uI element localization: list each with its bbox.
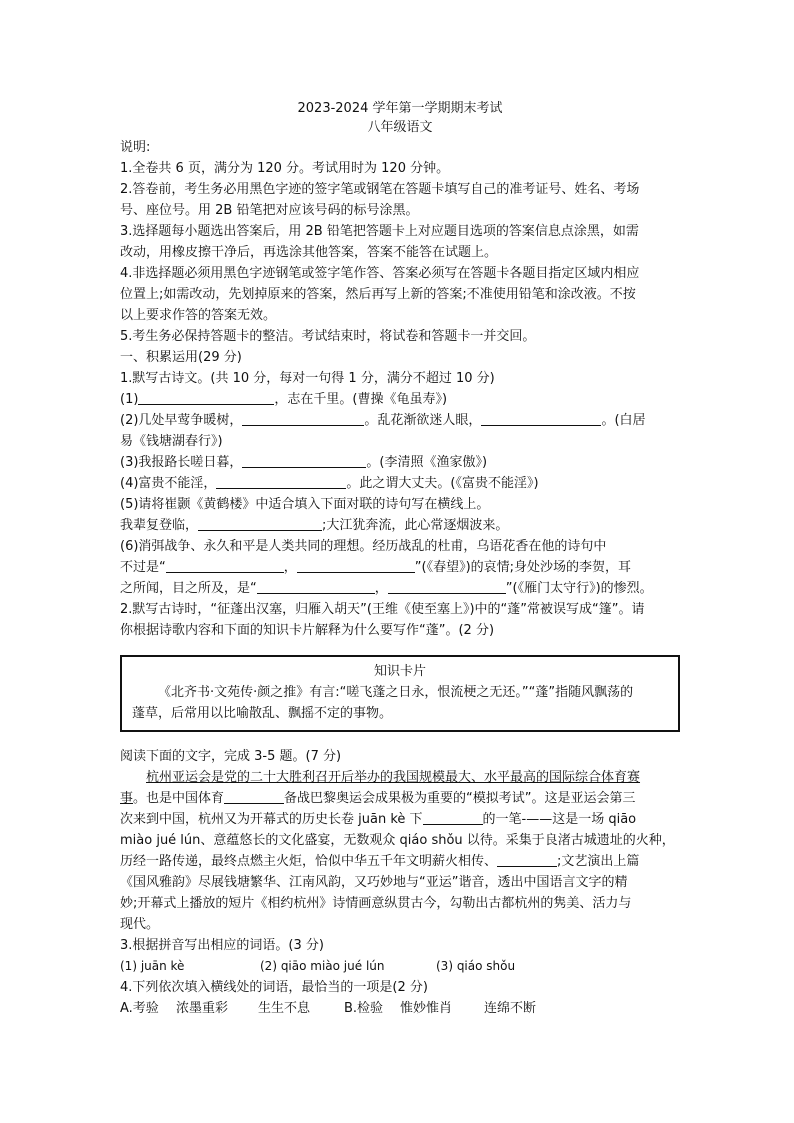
- instruction-line: 5.考生务必保持答题卡的整洁。考试结束时，将试卷和答题卡一并交回。: [120, 329, 536, 344]
- question-1-part-6-line-3: [120, 578, 680, 599]
- reading-text: 历经一路传递，最终点燃主火炬，恰似中华五千年文明薪火相传、: [120, 854, 498, 869]
- question-3-stem: 3.根据拼音写出相应的词语。(3 分): [120, 938, 324, 953]
- instruction-line: 2.答卷前，考生务必用黑色字迹的签字笔或钢笔在答题卡填写自己的准考证号、姓名、考场: [120, 182, 640, 197]
- q4-option-a-word: 生生不息: [258, 1001, 311, 1016]
- q1-3-suffix: 。(李清照《渔家傲》): [366, 455, 488, 470]
- question-2-line-1: 2.默写古诗时，“征蓬出汉塞，归雁入胡天”(王维《使至塞上》)中的“蓬”常被误写成“篷”。请: [120, 602, 645, 617]
- section-heading: 一、积累运用(29 分): [120, 350, 242, 365]
- instruction-line: 1.全卷共 6 页，满分为 120 分。考试用时为 120 分钟。: [120, 161, 450, 176]
- exam-title: 2023-2024 学年第一学期期末考试: [297, 101, 503, 116]
- reading-line: [120, 851, 680, 872]
- knowledge-card: [120, 655, 680, 732]
- q1-3-prefix: (3)我报路长嗟日暮，: [120, 455, 243, 470]
- instruction-line: 以上要求作答的答案无效。: [120, 308, 277, 323]
- reading-text: 的一笔-——这是一场 qiāo: [482, 812, 637, 827]
- question-2-line-2: 你根据诗歌内容和下面的知识卡片解释为什么要写作“蓬”。(2 分): [120, 623, 495, 638]
- question-4-options: [120, 998, 680, 1019]
- q1-6-comma: ，: [283, 560, 297, 575]
- answer-blank[interactable]: [224, 789, 284, 804]
- answer-blank[interactable]: [423, 810, 483, 825]
- answer-blank[interactable]: [388, 579, 506, 594]
- instruction-line: 4.非选择题必须用黑色字迹钢笔或签字笔作答、答案必须写在答题卡各题目指定区域内相应: [120, 266, 640, 281]
- reading-text: 次来到中国，杭州又为开幕式的历史长卷 juān kè 下: [120, 812, 423, 827]
- answer-blank[interactable]: [481, 411, 601, 426]
- reading-text: 备战巴黎奥运会成果极为重要的“模拟考试”。这是亚运会第三: [284, 791, 636, 806]
- answer-blank[interactable]: [138, 390, 274, 405]
- question-1-part-6: (6)消弭战争、永久和平是人类共同的理想。经历战乱的杜甫，乌语花香在他的诗句中: [120, 539, 607, 554]
- exam-content: [120, 99, 680, 1019]
- exam-subtitle: 八年级语文: [367, 120, 433, 135]
- instruction-line: 号、座位号。用 2B 铅笔把对应该号码的标号涂黑。: [120, 203, 419, 218]
- knowledge-card-line: 蓬草，后常用以比喻散乱、飘摇不定的事物。: [132, 706, 393, 721]
- reading-line: [120, 767, 680, 788]
- reading-text: ;文艺演出上篇: [557, 854, 640, 869]
- q1-5-suffix: ;大江犹奔流，此心常逐烟波来。: [322, 518, 509, 533]
- instruction-line: 改动，用橡皮擦干净后，再选涂其他答案，答案不能答在试题上。: [120, 245, 498, 260]
- q1-4-prefix: (4)富贵不能淫，: [120, 476, 217, 491]
- instructions-label: 说明:: [120, 140, 151, 155]
- instruction-line: 3.选择题每小题选出答案后，用 2B 铅笔把答题卡上对应题目选项的答案信息点涂黑，如需: [120, 224, 639, 239]
- answer-blank[interactable]: [242, 411, 364, 426]
- reading-line: [120, 809, 680, 830]
- knowledge-card-line: 《北齐书·文苑传·颜之推》有言:“嗟飞蓬之日永，恨流梗之无还。”“蓬”指随风飘荡的: [158, 685, 634, 700]
- question-1-part-5-couplet: [120, 515, 680, 536]
- question-1-part-1: [120, 389, 680, 410]
- q4-option-b-word: 惟妙惟肖: [400, 1001, 453, 1016]
- q3-option: (2) qiāo miào jué lún: [260, 959, 385, 973]
- reading-underlined: 杭州亚运会是党的二十大胜利召开后举办的我国规模最大、水平最高的国际综合体育赛: [146, 770, 641, 785]
- q1-1-suffix: ，志在千里。(曹操《龟虽寿》): [274, 392, 448, 407]
- knowledge-card-title: 知识卡片: [373, 664, 426, 679]
- q3-option: (1) juān kè: [120, 959, 185, 973]
- reading-underlined: 事: [120, 791, 134, 806]
- reading-line: 《国风雅韵》尽展钱塘繁华、江南风韵，又巧妙地与“亚运”谐音，透出中国语言文字的精: [120, 875, 628, 890]
- reading-line: 妙;开幕式上播放的短片《相约杭州》诗情画意纵贯古今，勾勒出古都杭州的隽美、活力与: [120, 896, 632, 911]
- reading-line: 现代。: [120, 917, 160, 932]
- reading-intro: 阅读下面的文字，完成 3-5 题。(7 分): [120, 749, 342, 764]
- q1-2-prefix: (2)几处早莺争暖树，: [120, 413, 243, 428]
- question-1-part-4: [120, 473, 680, 494]
- q1-5-prefix: 我辈复登临，: [120, 518, 199, 533]
- q1-6-suffix-2: ”(《雁门太守行》)的惨烈。: [505, 581, 653, 596]
- instruction-line: 位置上;如需改动，先划掉原来的答案，然后再写上新的答案;不准使用铅笔和涂改液。不按: [120, 287, 636, 302]
- q4-option-b-word: 连绵不断: [484, 1001, 537, 1016]
- q1-1-prefix: (1): [120, 392, 139, 407]
- q1-6-suffix: ”(《春望》)的哀情;身处沙场的李贺，耳: [414, 560, 632, 575]
- answer-blank[interactable]: [257, 579, 375, 594]
- question-4-stem: 4.下列依次填入横线处的词语，最恰当的一项是(2 分): [120, 980, 428, 995]
- question-1-part-2: [120, 410, 680, 431]
- q4-option-a[interactable]: A.考验: [120, 1001, 159, 1016]
- question-1-part-2-cont: 易《钱塘湖春行》): [120, 434, 223, 449]
- q1-2-middle: 。乱花渐欲迷人眼，: [364, 413, 482, 428]
- answer-blank[interactable]: [166, 558, 284, 573]
- answer-blank[interactable]: [497, 852, 557, 867]
- answer-blank[interactable]: [216, 474, 346, 489]
- q4-option-a-word: 浓墨重彩: [176, 1001, 229, 1016]
- question-3-options: [120, 956, 680, 977]
- answer-blank[interactable]: [297, 558, 415, 573]
- q4-option-b[interactable]: B.检验: [344, 1001, 384, 1016]
- q1-6-comma-2: ，: [374, 581, 388, 596]
- reading-text: 。也是中国体育: [133, 791, 225, 806]
- answer-blank[interactable]: [198, 516, 322, 531]
- q1-6-prefix-2: 之所闻，目之所及，是“: [120, 581, 257, 596]
- q1-4-suffix: 。此之谓大丈夫。(《富贵不能淫》): [346, 476, 539, 491]
- q1-2-suffix: 。(白居: [601, 413, 646, 428]
- q3-option: (3) qiáo shǒu: [436, 959, 516, 973]
- question-1-part-3: [120, 452, 680, 473]
- q1-6-prefix: 不过是“: [120, 560, 166, 575]
- answer-blank[interactable]: [242, 453, 366, 468]
- reading-line: miào jué lún、意蕴悠长的文化盛宴，无数观众 qiáo shǒu 以待。采集于良渚古城遗址的火种，: [120, 833, 675, 848]
- reading-line: [120, 788, 680, 809]
- question-1-part-5: (5)请将崔颢《黄鹤楼》中适合填入下面对联的诗句写在横线上。: [120, 497, 490, 512]
- question-1-part-6-line-2: [120, 557, 680, 578]
- question-1-stem: 1.默写古诗文。(共 10 分，每对一句得 1 分，满分不超过 10 分): [120, 371, 495, 386]
